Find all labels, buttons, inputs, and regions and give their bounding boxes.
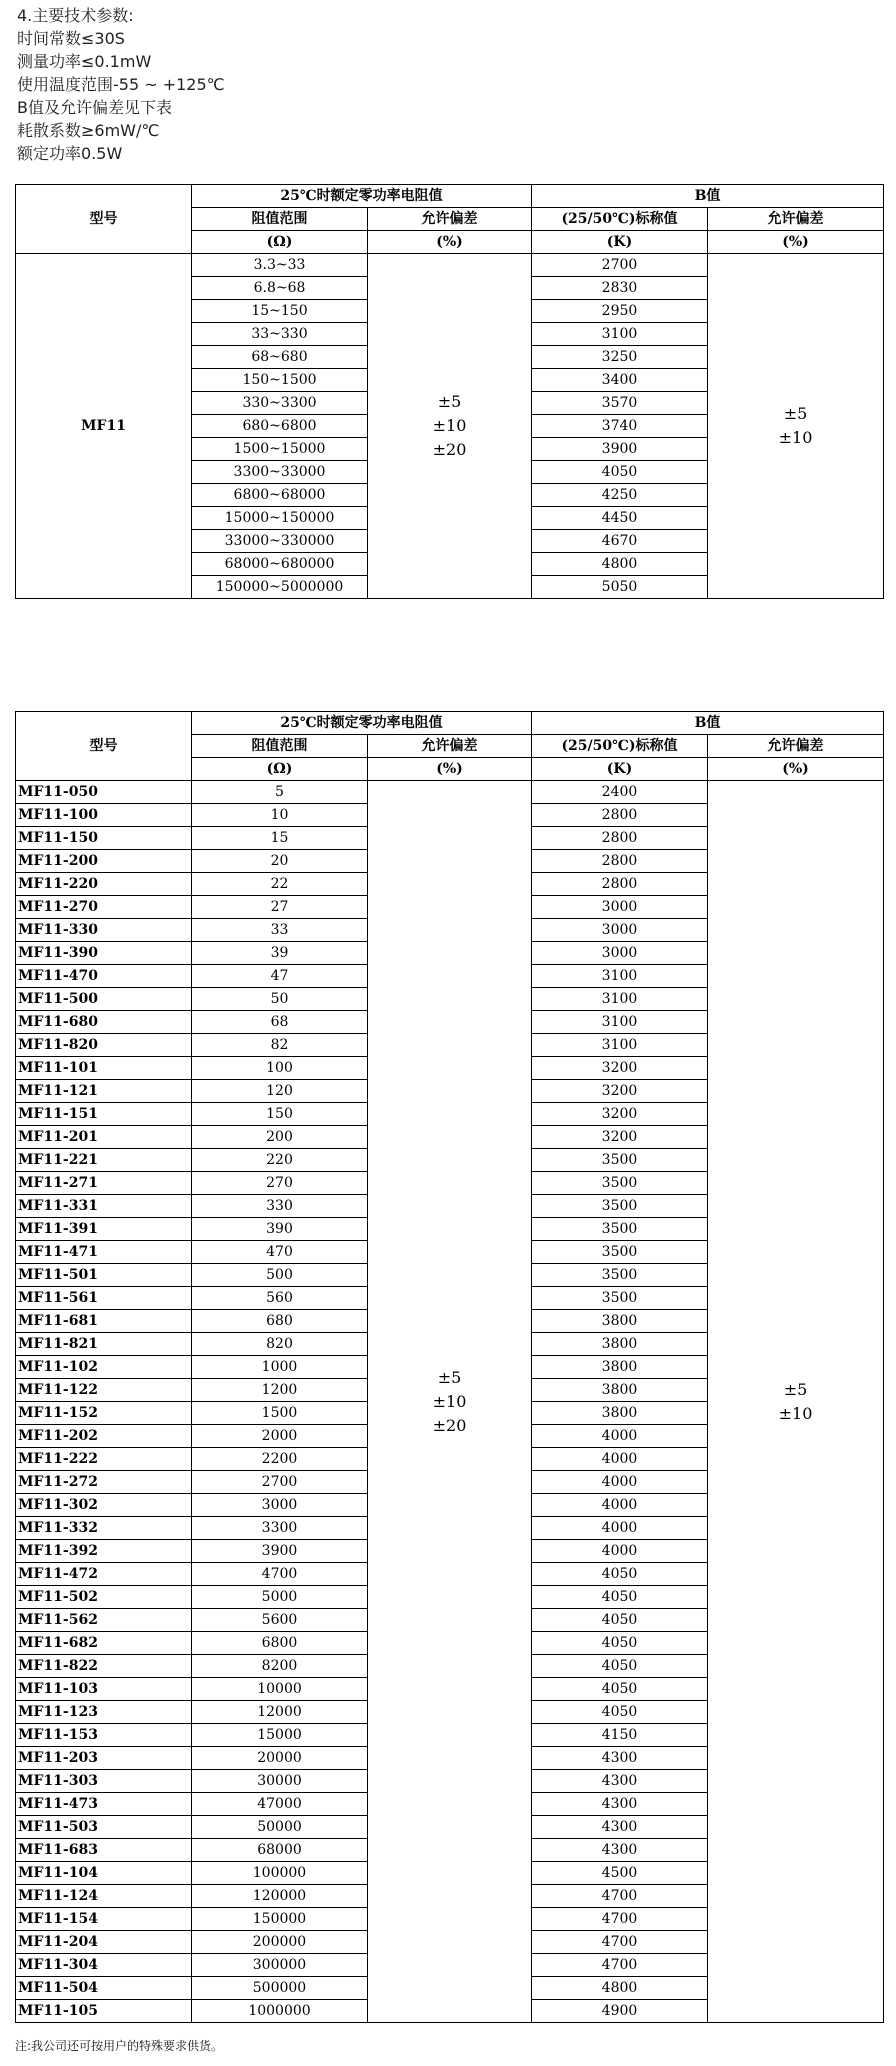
b-value-cell: 4000 (532, 1425, 708, 1448)
b-value-cell: 4050 (532, 1632, 708, 1655)
model-cell: MF11-683 (16, 1839, 192, 1862)
model-cell: MF11-391 (16, 1218, 192, 1241)
b-value-cell: 4300 (532, 1770, 708, 1793)
header-kelvin-unit: (K) (532, 758, 708, 781)
resistance-value-cell: 47000 (192, 1793, 368, 1816)
b-value-cell: 3500 (532, 1218, 708, 1241)
b-value-cell: 3500 (532, 1149, 708, 1172)
b-value-cell: 4800 (532, 1977, 708, 2000)
resistance-value-cell: 100000 (192, 1862, 368, 1885)
b-value-cell: 4150 (532, 1724, 708, 1747)
resistance-value-cell: 6800 (192, 1632, 368, 1655)
resistance-range-cell: 6800~68000 (192, 484, 368, 507)
resistance-value-cell: 8200 (192, 1655, 368, 1678)
table-row (16, 254, 884, 277)
b-value-cell: 3500 (532, 1195, 708, 1218)
header-r-range: 阻值范围 (192, 208, 368, 231)
tech-param-line: B值及允许偏差见下表 (17, 98, 172, 117)
b-value-cell: 5050 (532, 576, 708, 599)
resistance-value-cell: 47 (192, 965, 368, 988)
b-value-cell: 3100 (532, 965, 708, 988)
model-cell: MF11-562 (16, 1609, 192, 1632)
tolerance-value: ±20 (432, 440, 467, 459)
b-value-cell: 3800 (532, 1356, 708, 1379)
resistance-value-cell: 15000 (192, 1724, 368, 1747)
resistance-value-cell: 20000 (192, 1747, 368, 1770)
b-value-cell: 4500 (532, 1862, 708, 1885)
model-cell: MF11-221 (16, 1149, 192, 1172)
model-cell: MF11-102 (16, 1356, 192, 1379)
b-value-cell: 3100 (532, 1011, 708, 1034)
model-cell: MF11-203 (16, 1747, 192, 1770)
b-value-cell: 3200 (532, 1126, 708, 1149)
b-value-cell: 3500 (532, 1264, 708, 1287)
model-cell: MF11-201 (16, 1126, 192, 1149)
model-cell: MF11-473 (16, 1793, 192, 1816)
model-cell: MF11-681 (16, 1310, 192, 1333)
model-cell: MF11-502 (16, 1586, 192, 1609)
tech-params (17, 4, 225, 165)
model-cell: MF11-123 (16, 1701, 192, 1724)
b-value-cell: 4300 (532, 1816, 708, 1839)
tolerance-value: ±10 (778, 428, 813, 447)
b-value-cell: 3500 (532, 1241, 708, 1264)
resistance-value-cell: 470 (192, 1241, 368, 1264)
resistance-value-cell: 27 (192, 896, 368, 919)
header-b-nominal: (25/50℃)标称值 (532, 735, 708, 758)
resistance-value-cell: 1200 (192, 1379, 368, 1402)
resistance-value-cell: 68000 (192, 1839, 368, 1862)
resistance-value-cell: 1000 (192, 1356, 368, 1379)
model-cell: MF11-121 (16, 1080, 192, 1103)
tolerance-value: ±10 (432, 416, 467, 435)
resistance-tolerance-cell (368, 781, 532, 2023)
header-r-range: 阻值范围 (192, 735, 368, 758)
resistance-range-cell: 33000~330000 (192, 530, 368, 553)
resistance-value-cell: 1500 (192, 1402, 368, 1425)
model-cell: MF11-821 (16, 1333, 192, 1356)
resistance-value-cell: 15 (192, 827, 368, 850)
resistance-value-cell: 2200 (192, 1448, 368, 1471)
resistance-value-cell: 100 (192, 1057, 368, 1080)
resistance-value-cell: 68 (192, 1011, 368, 1034)
header-b-nominal: (25/50℃)标称值 (532, 208, 708, 231)
tolerance-value: ±5 (437, 392, 462, 411)
resistance-value-cell: 2000 (192, 1425, 368, 1448)
b-value-cell: 3100 (532, 988, 708, 1011)
resistance-value-cell: 10 (192, 804, 368, 827)
resistance-value-cell: 4700 (192, 1563, 368, 1586)
model-cell: MF11 (16, 254, 192, 599)
b-value-cell: 3500 (532, 1172, 708, 1195)
model-cell: MF11-050 (16, 781, 192, 804)
tech-param-line: 测量功率≤0.1mW (17, 52, 152, 71)
resistance-value-cell: 22 (192, 873, 368, 896)
b-value-cell: 4700 (532, 1908, 708, 1931)
model-cell: MF11-153 (16, 1724, 192, 1747)
b-value-cell: 4300 (532, 1793, 708, 1816)
b-value-cell: 3000 (532, 896, 708, 919)
resistance-range-cell: 68000~680000 (192, 553, 368, 576)
resistance-value-cell: 2700 (192, 1471, 368, 1494)
tech-params-heading: 4.主要技术参数: (17, 6, 134, 25)
resistance-value-cell: 820 (192, 1333, 368, 1356)
model-cell: MF11-100 (16, 804, 192, 827)
model-cell: MF11-330 (16, 919, 192, 942)
model-cell: MF11-501 (16, 1264, 192, 1287)
b-value-cell: 2400 (532, 781, 708, 804)
b-tolerance-cell (708, 254, 884, 599)
resistance-value-cell: 500 (192, 1264, 368, 1287)
b-value-cell: 4050 (532, 1701, 708, 1724)
resistance-value-cell: 5000 (192, 1586, 368, 1609)
model-cell: MF11-271 (16, 1172, 192, 1195)
resistance-value-cell: 12000 (192, 1701, 368, 1724)
resistance-range-cell: 330~3300 (192, 392, 368, 415)
resistance-value-cell: 50 (192, 988, 368, 1011)
resistance-value-cell: 500000 (192, 1977, 368, 2000)
model-cell: MF11-331 (16, 1195, 192, 1218)
b-value-cell: 3200 (532, 1103, 708, 1126)
model-cell: MF11-105 (16, 2000, 192, 2023)
b-value-cell: 2950 (532, 300, 708, 323)
header-model: 型号 (16, 185, 192, 254)
resistance-range-cell: 6.8~68 (192, 277, 368, 300)
resistance-value-cell: 3900 (192, 1540, 368, 1563)
model-cell: MF11-200 (16, 850, 192, 873)
b-value-cell: 4000 (532, 1471, 708, 1494)
b-value-cell: 3200 (532, 1080, 708, 1103)
header-b-tolerance: 允许偏差 (708, 735, 884, 758)
header-percent-unit: (%) (368, 758, 532, 781)
header-model: 型号 (16, 712, 192, 781)
model-cell: MF11-392 (16, 1540, 192, 1563)
tech-param-line: 使用温度范围-55 ~ +125℃ (17, 75, 225, 94)
resistance-value-cell: 82 (192, 1034, 368, 1057)
b-value-cell: 3500 (532, 1287, 708, 1310)
model-cell: MF11-822 (16, 1655, 192, 1678)
resistance-value-cell: 33 (192, 919, 368, 942)
b-value-cell: 4000 (532, 1540, 708, 1563)
tolerance-value: ±5 (783, 404, 808, 423)
header-percent-unit: (%) (708, 758, 884, 781)
b-value-cell: 4900 (532, 2000, 708, 2023)
resistance-range-cell: 33~330 (192, 323, 368, 346)
model-cell: MF11-820 (16, 1034, 192, 1057)
resistance-range-cell: 3300~33000 (192, 461, 368, 484)
b-value-cell: 4450 (532, 507, 708, 530)
tech-param-line: 时间常数≤30S (17, 29, 125, 48)
b-value-cell: 4050 (532, 1586, 708, 1609)
resistance-value-cell: 300000 (192, 1954, 368, 1977)
b-value-cell: 3000 (532, 919, 708, 942)
b-value-cell: 3800 (532, 1402, 708, 1425)
b-value-cell: 3400 (532, 369, 708, 392)
tolerance-value: ±5 (437, 1367, 462, 1387)
b-value-cell: 2800 (532, 804, 708, 827)
resistance-range-cell: 15~150 (192, 300, 368, 323)
b-value-cell: 2800 (532, 873, 708, 896)
model-cell: MF11-204 (16, 1931, 192, 1954)
b-value-cell: 3900 (532, 438, 708, 461)
model-cell: MF11-503 (16, 1816, 192, 1839)
model-cell: MF11-152 (16, 1402, 192, 1425)
resistance-value-cell: 150000 (192, 1908, 368, 1931)
b-value-cell: 4700 (532, 1954, 708, 1977)
b-value-cell: 4300 (532, 1747, 708, 1770)
model-cell: MF11-682 (16, 1632, 192, 1655)
resistance-value-cell: 5600 (192, 1609, 368, 1632)
resistance-value-cell: 200000 (192, 1931, 368, 1954)
resistance-range-cell: 150000~5000000 (192, 576, 368, 599)
resistance-value-cell: 10000 (192, 1678, 368, 1701)
b-value-cell: 4000 (532, 1448, 708, 1471)
header-kelvin-unit: (K) (532, 231, 708, 254)
model-cell: MF11-472 (16, 1563, 192, 1586)
header-b-group: B值 (532, 185, 884, 208)
resistance-value-cell: 560 (192, 1287, 368, 1310)
resistance-value-cell: 270 (192, 1172, 368, 1195)
b-value-cell: 3250 (532, 346, 708, 369)
resistance-value-cell: 680 (192, 1310, 368, 1333)
model-cell: MF11-561 (16, 1287, 192, 1310)
header-b-group: B值 (532, 712, 884, 735)
resistance-range-cell: 680~6800 (192, 415, 368, 438)
resistance-value-cell: 5 (192, 781, 368, 804)
model-cell: MF11-103 (16, 1678, 192, 1701)
spec-table-ranges (15, 184, 884, 599)
b-value-cell: 3800 (532, 1379, 708, 1402)
header-ohm-unit: (Ω) (192, 231, 368, 254)
b-value-cell: 3740 (532, 415, 708, 438)
table-row (16, 781, 884, 804)
resistance-value-cell: 50000 (192, 1816, 368, 1839)
b-value-cell: 3570 (532, 392, 708, 415)
resistance-value-cell: 20 (192, 850, 368, 873)
b-value-cell: 2800 (532, 827, 708, 850)
model-cell: MF11-332 (16, 1517, 192, 1540)
resistance-value-cell: 1000000 (192, 2000, 368, 2023)
b-value-cell: 3800 (532, 1333, 708, 1356)
tech-param-line: 耗散系数≥6mW/℃ (17, 121, 160, 140)
b-value-cell: 4050 (532, 1655, 708, 1678)
resistance-tolerance-cell (368, 254, 532, 599)
b-value-cell: 4000 (532, 1494, 708, 1517)
resistance-value-cell: 330 (192, 1195, 368, 1218)
header-percent-unit: (%) (368, 231, 532, 254)
header-b-tolerance: 允许偏差 (708, 208, 884, 231)
model-cell: MF11-124 (16, 1885, 192, 1908)
model-cell: MF11-154 (16, 1908, 192, 1931)
resistance-value-cell: 30000 (192, 1770, 368, 1793)
tolerance-value: ±10 (778, 1403, 813, 1423)
model-cell: MF11-104 (16, 1862, 192, 1885)
model-cell: MF11-471 (16, 1241, 192, 1264)
model-cell: MF11-222 (16, 1448, 192, 1471)
model-cell: MF11-470 (16, 965, 192, 988)
model-cell: MF11-272 (16, 1471, 192, 1494)
resistance-range-cell: 150~1500 (192, 369, 368, 392)
b-value-cell: 2800 (532, 850, 708, 873)
tolerance-value: ±20 (432, 1415, 467, 1435)
resistance-value-cell: 220 (192, 1149, 368, 1172)
header-r-tolerance: 允许偏差 (368, 208, 532, 231)
b-value-cell: 3800 (532, 1310, 708, 1333)
resistance-value-cell: 3300 (192, 1517, 368, 1540)
header-resistance-group: 25℃时额定零功率电阻值 (192, 185, 532, 208)
b-value-cell: 4050 (532, 1609, 708, 1632)
b-value-cell: 4250 (532, 484, 708, 507)
model-cell: MF11-500 (16, 988, 192, 1011)
model-cell: MF11-101 (16, 1057, 192, 1080)
model-cell: MF11-150 (16, 827, 192, 850)
model-cell: MF11-270 (16, 896, 192, 919)
b-value-cell: 4700 (532, 1885, 708, 1908)
b-value-cell: 4050 (532, 1678, 708, 1701)
header-r-tolerance: 允许偏差 (368, 735, 532, 758)
tolerance-value: ±5 (783, 1379, 808, 1399)
resistance-range-cell: 1500~15000 (192, 438, 368, 461)
model-cell: MF11-304 (16, 1954, 192, 1977)
b-value-cell: 4670 (532, 530, 708, 553)
model-cell: MF11-151 (16, 1103, 192, 1126)
resistance-value-cell: 120 (192, 1080, 368, 1103)
header-ohm-unit: (Ω) (192, 758, 368, 781)
b-value-cell: 2830 (532, 277, 708, 300)
model-cell: MF11-504 (16, 1977, 192, 2000)
resistance-value-cell: 120000 (192, 1885, 368, 1908)
b-value-cell: 4800 (532, 553, 708, 576)
b-value-cell: 4000 (532, 1517, 708, 1540)
footnote: 注:我公司还可按用户的特殊要求供货。 (15, 2039, 224, 2053)
resistance-value-cell: 390 (192, 1218, 368, 1241)
b-value-cell: 4700 (532, 1931, 708, 1954)
resistance-value-cell: 39 (192, 942, 368, 965)
b-value-cell: 4300 (532, 1839, 708, 1862)
model-cell: MF11-390 (16, 942, 192, 965)
b-value-cell: 4050 (532, 1563, 708, 1586)
model-cell: MF11-220 (16, 873, 192, 896)
model-cell: MF11-202 (16, 1425, 192, 1448)
model-cell: MF11-122 (16, 1379, 192, 1402)
resistance-range-cell: 15000~150000 (192, 507, 368, 530)
resistance-range-cell: 3.3~33 (192, 254, 368, 277)
model-cell: MF11-680 (16, 1011, 192, 1034)
b-value-cell: 3100 (532, 1034, 708, 1057)
spec-table-models (15, 711, 884, 2023)
header-percent-unit: (%) (708, 231, 884, 254)
b-tolerance-cell (708, 781, 884, 2023)
resistance-value-cell: 3000 (192, 1494, 368, 1517)
b-value-cell: 2700 (532, 254, 708, 277)
b-value-cell: 4050 (532, 461, 708, 484)
tech-param-line: 额定功率0.5W (17, 144, 123, 163)
tolerance-value: ±10 (432, 1391, 467, 1411)
model-cell: MF11-303 (16, 1770, 192, 1793)
model-cell: MF11-302 (16, 1494, 192, 1517)
resistance-value-cell: 150 (192, 1103, 368, 1126)
b-value-cell: 3200 (532, 1057, 708, 1080)
b-value-cell: 3000 (532, 942, 708, 965)
header-resistance-group: 25℃时额定零功率电阻值 (192, 712, 532, 735)
resistance-value-cell: 200 (192, 1126, 368, 1149)
resistance-range-cell: 68~680 (192, 346, 368, 369)
b-value-cell: 3100 (532, 323, 708, 346)
